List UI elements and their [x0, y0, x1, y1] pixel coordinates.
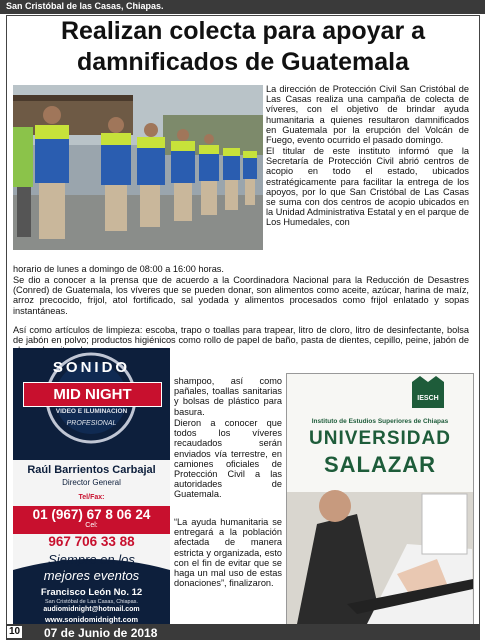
- page-number: 10: [8, 626, 21, 637]
- civil-protection-workers-image: [13, 85, 263, 250]
- article-paragraph-2: El titular de este instituto informó que la Secretaría de Protección Civil abrió centros de acopio en todo el estado, ubicados estratégicamente para facilitar la entrega de los apoyos, por lo que San Cristóbal de Las Casas se suma con dos centros de acopio ubicados en la Unidad Administrativa Estatal y en el parque de Los Humedales, con: [266, 146, 469, 228]
- ad-tel: 01 (967) 67 8 06 24: [32, 507, 151, 522]
- ad-slogan-1: Siempre en los: [48, 552, 135, 567]
- salazar-logo: IESCH: [417, 395, 439, 402]
- ad-address: Francisco León No. 12: [40, 587, 143, 598]
- ad-slogan-2: mejores eventos: [43, 568, 140, 583]
- salazar-ad-background: [287, 374, 473, 624]
- headline-line-2: damnificados de Guatemala: [76, 48, 410, 76]
- headline: [8, 16, 478, 78]
- ad-website: www.sonidomidnight.com: [44, 615, 139, 624]
- salazar-institute: Instituto de Estudios Superiores de Chiapas: [311, 418, 449, 425]
- ad-cel-label: Cel:: [85, 522, 98, 529]
- article-paragraph-5: Dieron a conocer que todos los víveres recaudados serán enviados vía terrestre, en camiones oficiales de Protección Civil a las autoridades de Guatemala.: [174, 418, 282, 500]
- article-paragraph-1: La dirección de Protección Civil San Cristóbal de Las Casas realiza una campaña de colecta de víveres, con el objetivo de brindar ayuda humanitaria a quienes resultaron damnificados en Guatemala por la erupción del Volcán de Fuego, evento ocurrido el pasado domingo.: [266, 84, 469, 146]
- headline-line-1: Realizan colecta para apoyar a: [60, 17, 426, 45]
- article-paragraph-4b: shampoo, así como pañales, toallas sanitarias y bolsas de plástico para basura.: [174, 376, 282, 417]
- ad-city: San Cristóbal de Las Casas, Chiapas.: [45, 599, 138, 605]
- issue-date: 07 de Junio de 2018: [44, 626, 158, 640]
- article-paragraph-4a: Así como artículos de limpieza: escoba, trapo o toallas para trapear, litro de cloro, litro de desinfectante, bolsa de jabón en polvo; productos higiénicos como rollo de papel de baño, pasta de dientes, cepillo, peine, jabón de: [13, 325, 469, 346]
- article-paragraph-2-end: horario de lunes a domingo de 08:00 a 16:00 horas.: [13, 264, 224, 274]
- ad-cel: 967 706 33 88: [48, 534, 135, 549]
- ad-email: audiomidnight@hotmail.com: [43, 606, 140, 613]
- ad-contact-name: Raúl Barrientos Carbajal: [27, 464, 156, 476]
- salazar-name-1: UNIVERSIDAD: [309, 428, 451, 449]
- article-paragraph-6: “La ayuda humanitaria se entregará a la población afectada de manera estricta y organizada, esto con el fin de evitar que se haga un mal uso de estas donaciones”, finalizaron.: [174, 517, 282, 589]
- ad-tagline-2: PROFESIONAL: [66, 420, 117, 427]
- universidad-salazar-ad: [286, 373, 474, 625]
- ad-contact-role: Director General: [62, 478, 121, 487]
- article-paragraph-3: Se dio a conocer a la prensa que de acuerdo a la Coordinadora Nacional para la Reducción de Desastres (Conred) de Guatemala, los víveres que se pueden donar, son alimentos como aceite, azúcar, harina de maíz, arroz precocido, frijol, atol fortificado, sal yodada y alimentos procesados como frijol enlatado y sopas instantáneas.: [13, 275, 469, 316]
- sonido-midnight-ad: [13, 348, 170, 624]
- ad-brand-top: SONIDO: [52, 359, 131, 376]
- news-photo: [13, 85, 263, 250]
- salazar-name-2: SALAZAR: [323, 452, 437, 477]
- ad-brand-main: MID NIGHT: [23, 382, 162, 407]
- ad-tagline: VIDEO E ILUMINACION: [55, 408, 128, 415]
- top-bar: [0, 0, 485, 14]
- location-label: San Cristóbal de las Casas, Chiapas.: [6, 1, 164, 11]
- ad-tel-label: Tel/Fax:: [78, 494, 105, 501]
